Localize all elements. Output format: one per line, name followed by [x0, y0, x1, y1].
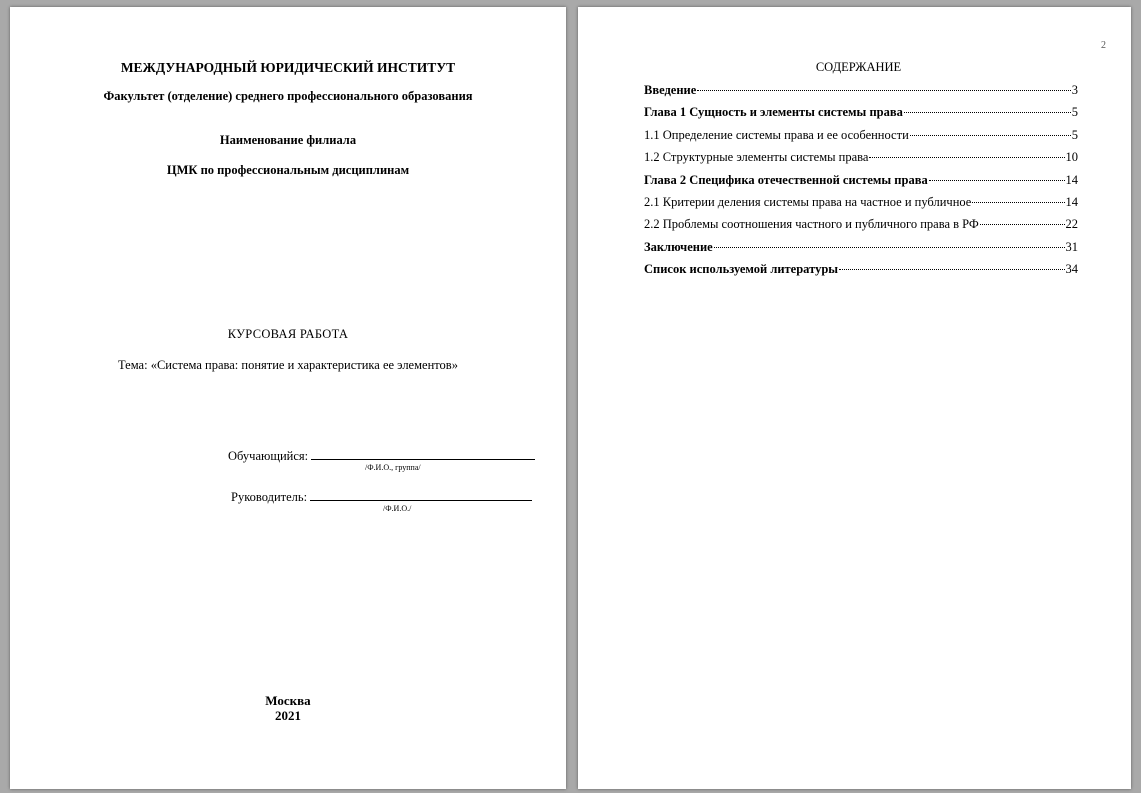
toc-entry-page: 22 [1065, 217, 1078, 232]
toc-entry-page: 34 [1065, 262, 1078, 277]
toc-entry [644, 195, 1078, 217]
toc-entry [644, 83, 1078, 105]
toc-leader-dots [972, 202, 1064, 203]
toc-entry-text: Глава 2 Специфика отечественной системы права [644, 172, 928, 187]
work-topic: Тема: «Система права: понятие и характеристика ее элементов» [118, 358, 458, 372]
toc-entry-page: 14 [1065, 172, 1078, 187]
toc-entry-text: 1.1 Определение системы права и ее особенности [644, 127, 909, 142]
page-number: 2 [1101, 40, 1106, 51]
supervisor-signature-line [310, 488, 532, 501]
faculty-name: Факультет (отделение) среднего профессионального образования [103, 89, 473, 103]
supervisor-signature-row [231, 488, 532, 505]
institute-name: МЕЖДУНАРОДНЫЙ ЮРИДИЧЕСКИЙ ИНСТИТУТ [120, 60, 456, 75]
student-signature-line [311, 447, 535, 460]
toc-leader-dots [929, 180, 1065, 181]
toc-entry-text: Список используемой литературы [644, 262, 839, 277]
toc-entry-text: 2.2 Проблемы соотношения частного и публичного права в РФ [644, 217, 979, 232]
title-page [10, 7, 566, 789]
toc-entry-text: 2.1 Критерии деления системы права на частное и публичное [644, 194, 972, 209]
toc-entry [644, 173, 1078, 195]
toc-entry-page: 3 [1071, 83, 1078, 97]
toc-entry-page: 5 [1071, 127, 1078, 142]
toc-entry-page: 31 [1065, 239, 1078, 254]
toc-entry [644, 217, 1078, 239]
toc-leader-dots [839, 269, 1064, 270]
toc-leader-dots [697, 90, 1070, 91]
contents-title: СОДЕРЖАНИЕ [815, 60, 902, 74]
contents-page [578, 7, 1131, 789]
supervisor-hint: /Ф.И.О./ [383, 504, 412, 513]
toc-entry-text: 1.2 Структурные элементы системы права [644, 150, 869, 165]
student-label: Обучающийся: [228, 449, 309, 463]
toc-entry-text: Заключение [644, 239, 713, 254]
table-of-contents [644, 83, 1078, 285]
supervisor-label: Руководитель: [231, 490, 308, 504]
toc-leader-dots [980, 224, 1065, 225]
toc-leader-dots [869, 157, 1064, 158]
toc-entry [644, 105, 1078, 127]
toc-entry [644, 240, 1078, 262]
toc-entry-text: Глава 1 Сущность и элементы системы права [644, 105, 903, 120]
toc-entry [644, 128, 1078, 150]
toc-entry [644, 150, 1078, 172]
toc-leader-dots [904, 112, 1071, 113]
work-type: КУРСОВАЯ РАБОТА [227, 327, 349, 341]
toc-entry-page: 10 [1065, 150, 1078, 165]
year: 2021 [275, 708, 301, 723]
student-signature-row [228, 447, 535, 464]
toc-entry-text: Введение [644, 83, 697, 97]
toc-entry-page: 14 [1065, 194, 1078, 209]
student-hint: /Ф.И.О., группа/ [365, 463, 421, 472]
cmk-name: ЦМК по профессиональным дисциплинам [166, 163, 410, 177]
toc-entry-page: 5 [1071, 105, 1078, 120]
toc-entry [644, 262, 1078, 284]
city: Москва [265, 693, 311, 708]
toc-leader-dots [714, 247, 1065, 248]
toc-leader-dots [910, 135, 1071, 136]
branch-name: Наименование филиала [219, 133, 357, 147]
